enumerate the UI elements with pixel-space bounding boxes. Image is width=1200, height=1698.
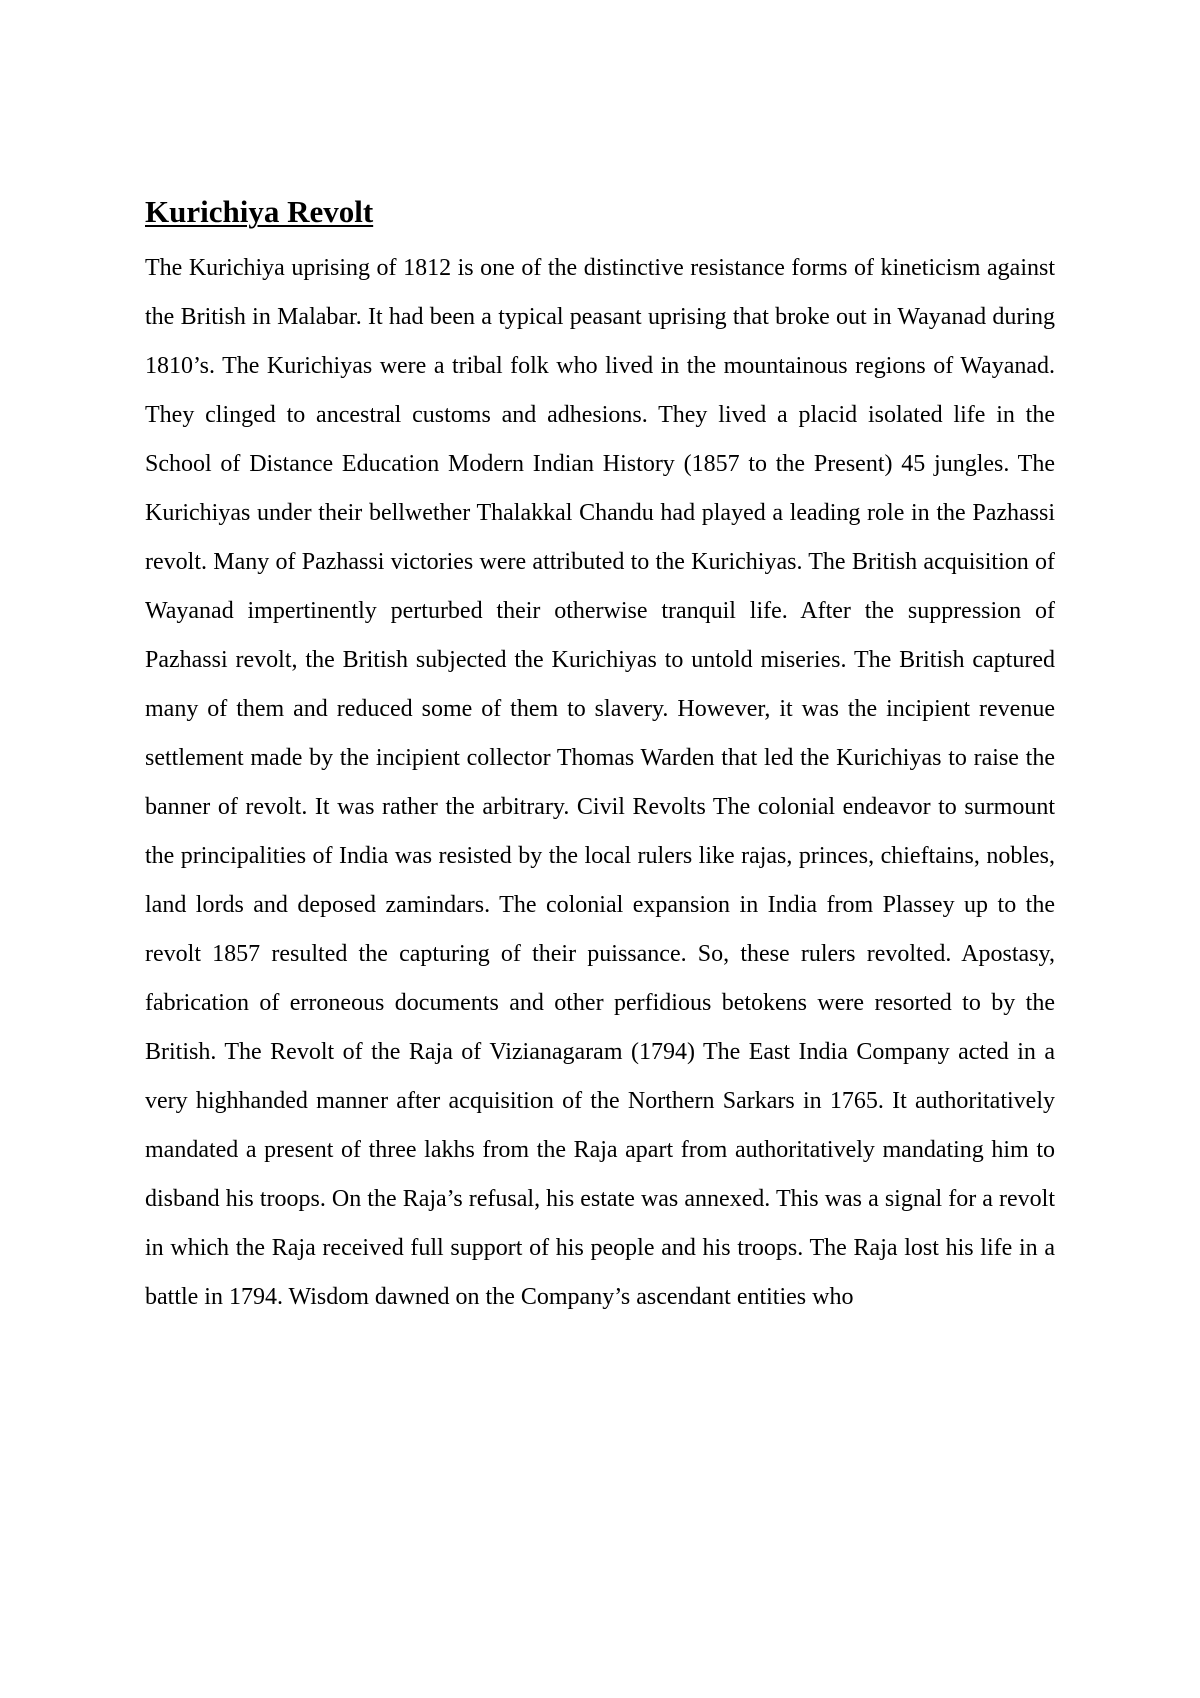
document-title: Kurichiya Revolt [145,194,374,229]
document-content [145,194,1055,1322]
document-body: The Kurichiya uprising of 1812 is one of the distinctive resistance forms of kineticism against the British in Malabar. It had been a typical peasant uprising that broke out in Wayanad during 1810’s. The Kurichiyas were a tribal folk who lived in the mountainous regions of Wayanad. They clinged to ancestral customs and adhesions. They lived a placid isolated life in the School of Distance Education Modern Indian History (1857 to the Present) 45 jungles. The Kurichiyas under their bellwether Thalakkal Chandu had played a leading role in the Pazhassi revolt. Many of Pazhassi victories were attributed to the Kurichiyas. The British acquisition of Wayanad impertinently perturbed their otherwise tranquil life. After the suppression of Pazhassi revolt, the British subjected the Kurichiyas to untold miseries. The British captured many of them and reduced some of them to slavery. However, it was the incipient revenue settlement made by the incipient collector Thomas Warden that led the Kurichiyas to raise the banner of revolt. It was rather the arbitrary. Civil Revolts The colonial endeavor to surmount the principalities of India was resisted by the local rulers like rajas, princes, chieftains, nobles, land lords and deposed zamindars. The colonial expansion in India from Plassey up to the revolt 1857 resulted the capturing of their puissance. So, these rulers revolted. Apostasy, fabrication of erroneous documents and other perfidious betokens were resorted to by the British. The Revolt of the Raja of Vizianagaram (1794) The East India Company acted in a very highhanded manner after acquisition of the Northern Sarkars in 1765. It authoritatively mandated a present of three lakhs from the Raja apart from authoritatively mandating him to disband his troops. On the Raja’s refusal, his estate was annexed. This was a signal for a revolt in which the Raja received full support of his people and his troops. The Raja lost his life in a battle in 1794. Wisdom dawned on the Company’s ascendant entities who [145,255,1055,1310]
